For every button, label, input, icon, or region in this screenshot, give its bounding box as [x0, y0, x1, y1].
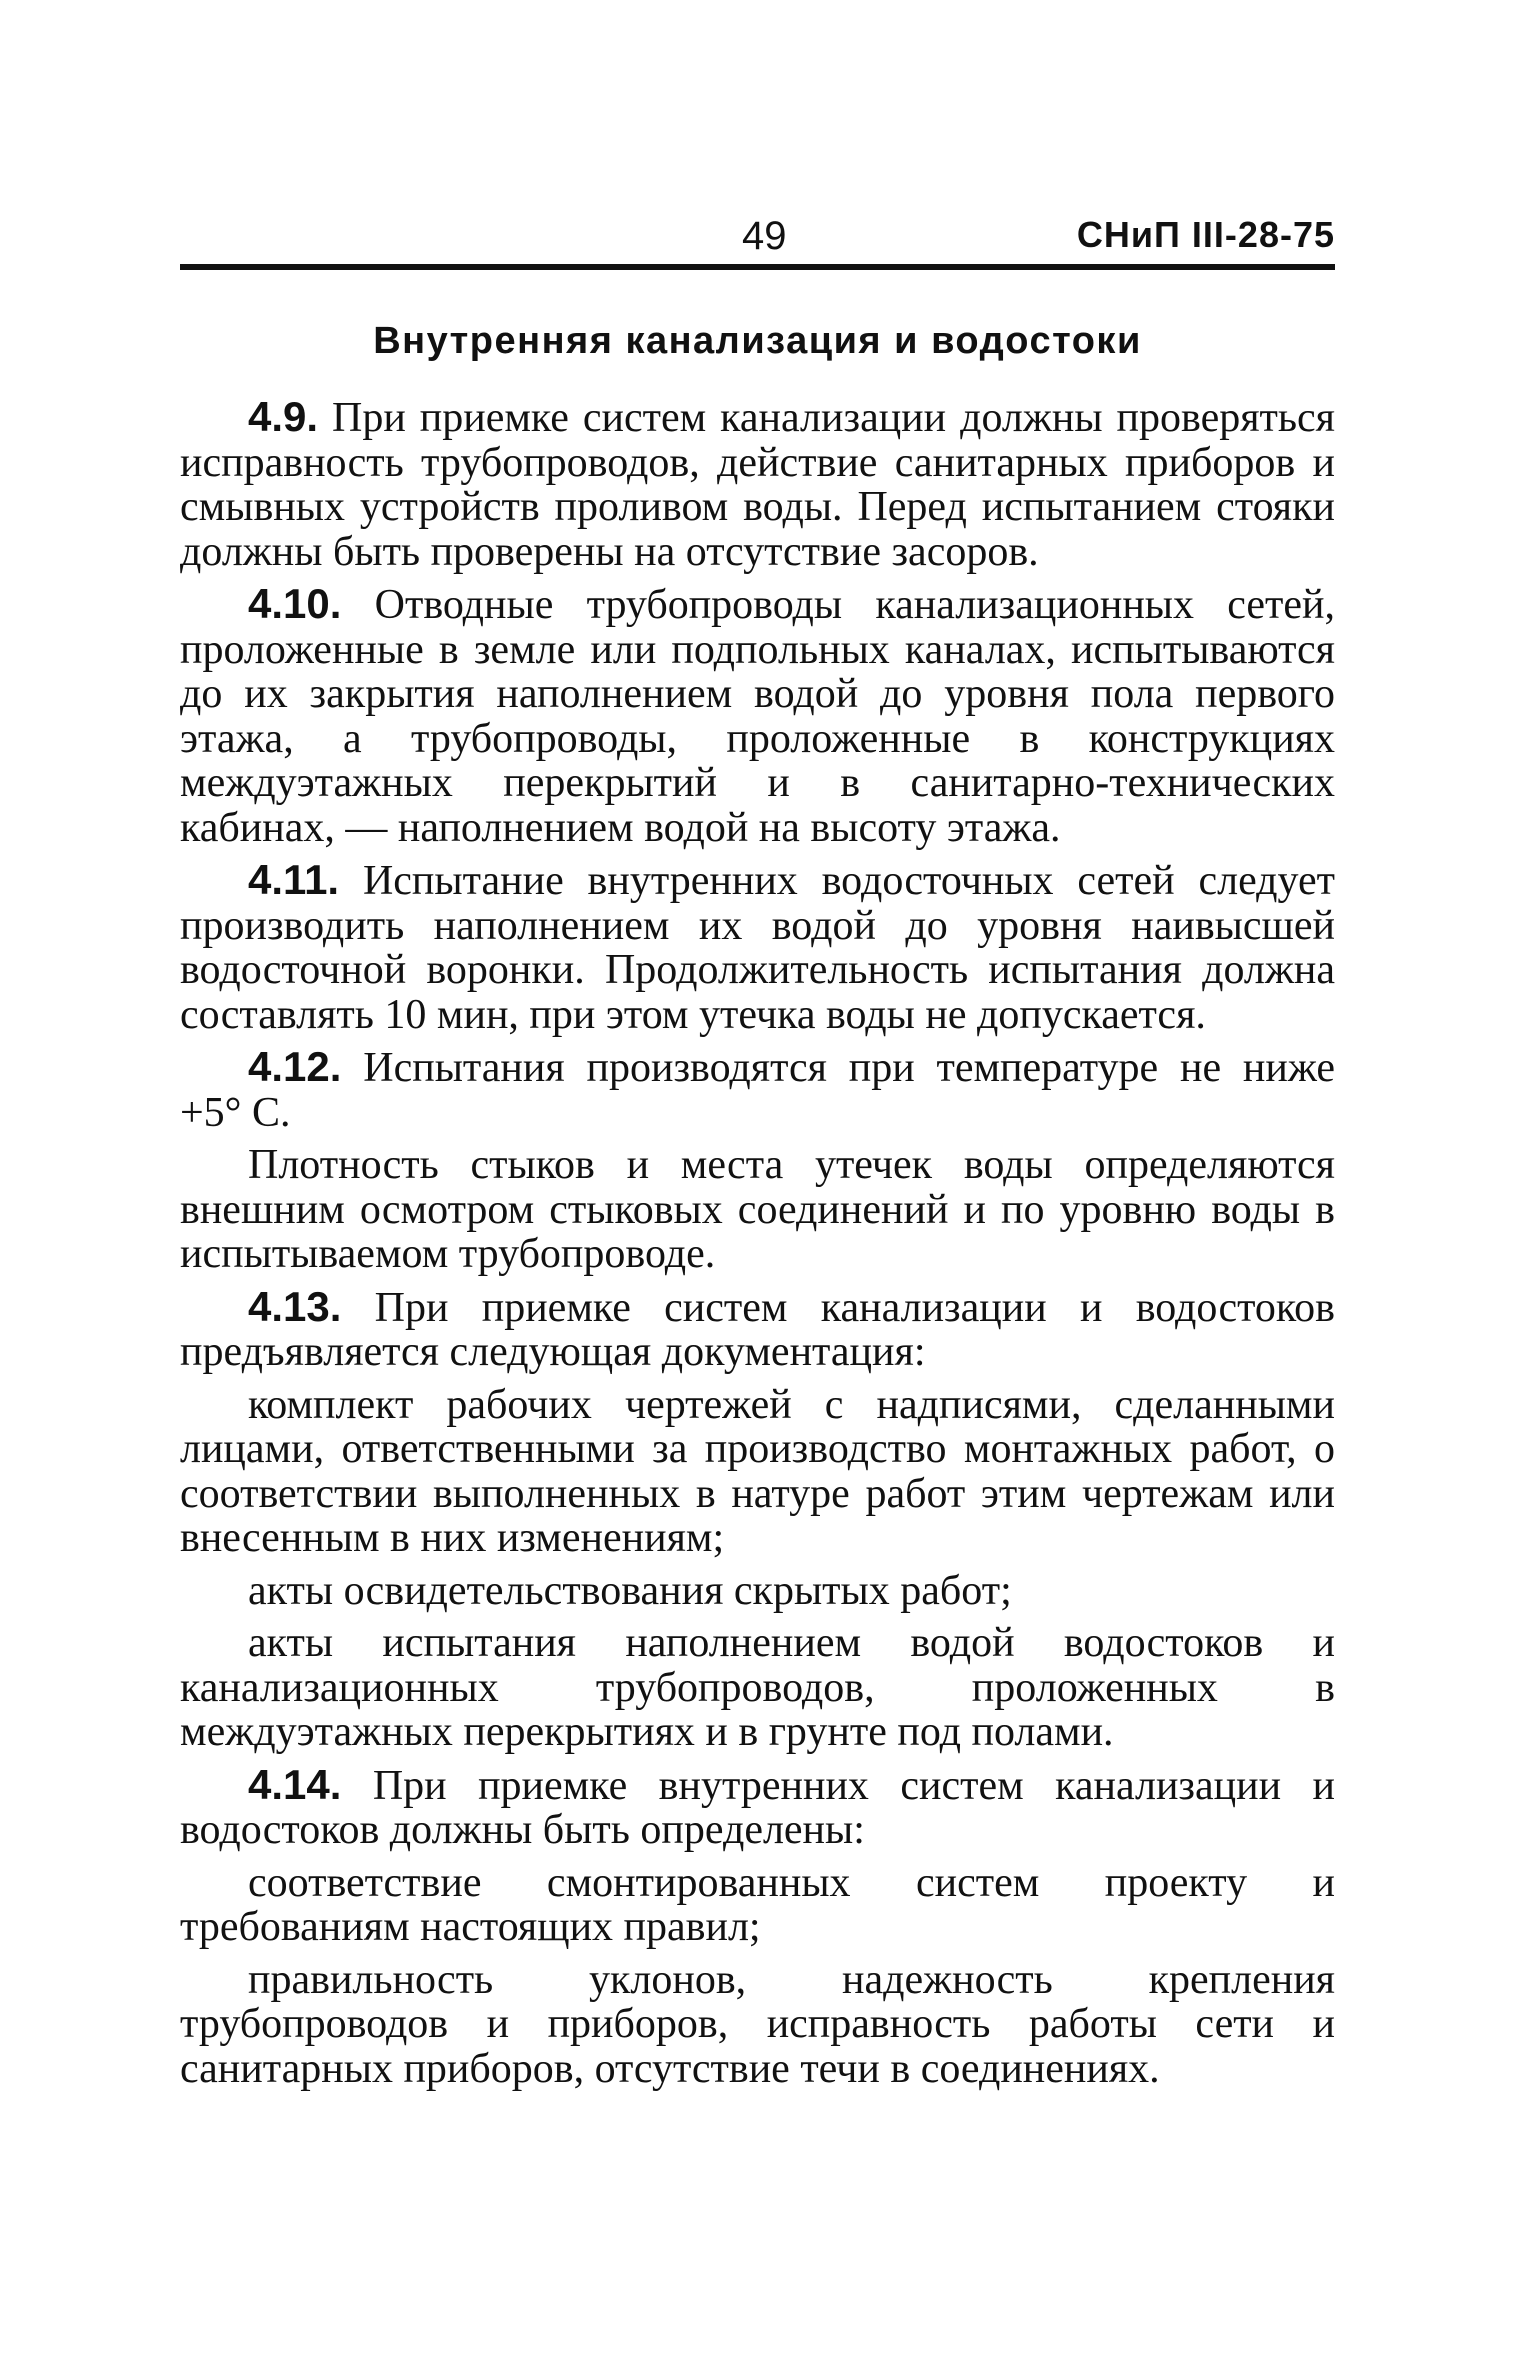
paragraph-4-10 — [180, 582, 1335, 850]
paragraph-4-9 — [180, 395, 1335, 574]
paragraph-text: Испытания производятся при температуре не ниже +5° С. — [180, 1045, 1335, 1136]
paragraph-text: При приемке систем канализации должны проверяться исправность трубопроводов, действие санитарных приборов и смывных устройств проливом воды. Перед испытанием стояки должны быть проверены на отсутствие засоров. — [180, 395, 1335, 575]
section-title: Внутренняя канализация и водостоки — [373, 320, 1142, 362]
document-code: СНиП III-28-75 — [1076, 214, 1335, 255]
list-item-compliance — [180, 1861, 1335, 1950]
list-item-hidden-works — [180, 1569, 1335, 1614]
clause-number: 4.11. — [248, 856, 340, 903]
clause-number: 4.13. — [248, 1282, 342, 1330]
paragraph-4-13 — [180, 1282, 1335, 1375]
header-rule — [180, 264, 1335, 270]
page-header — [180, 200, 1335, 260]
paragraph-text: соответствие смонтированных систем проекту и требованиям настоящих правил; — [180, 1859, 1335, 1950]
clause-number: 4.9. — [248, 393, 319, 440]
page-number: 49 — [742, 214, 787, 258]
list-item-slopes — [180, 1958, 1335, 2092]
clause-number: 4.14. — [248, 1760, 342, 1808]
paragraph-text: Плотность стыков и места утечек воды определяются внешним осмотром стыковых соединений и по уровню воды в испытываемом трубопроводе. — [180, 1142, 1335, 1277]
paragraph-text: При приемке внутренних систем канализации и водостоков должны быть определены: — [180, 1762, 1335, 1853]
paragraph-text: комплект рабочих чертежей с надписями, сделанными лицами, ответственными за производство монтажных работ, о соответствии выполненных в натуре работ этим чертежам или внесенным в них изменениям; — [180, 1381, 1335, 1561]
document-page — [180, 200, 1335, 2099]
paragraph-4-14 — [180, 1760, 1335, 1853]
list-item-drawings — [180, 1383, 1335, 1561]
clause-number: 4.10. — [248, 580, 342, 627]
paragraph-text: Отводные трубопроводы канализационных сетей, проложенные в земле или подпольных каналах, испытываются до их закрытия наполнением водой до уровня пола первого этажа, а трубопроводы, проложенные в конструкциях междуэтажных перекрытий и в санитарно-технических кабинах, — наполнением водой на высоту этажа. — [180, 582, 1335, 851]
paragraph-text: акты испытания наполнением водой водостоков и канализационных трубопроводов, проложенных в междуэтажных перекрытиях и в грунте под полами. — [180, 1620, 1335, 1755]
paragraph-4-11 — [180, 858, 1335, 1037]
paragraph-4-12 — [180, 1045, 1335, 1135]
paragraph-text: Испытание внутренних водосточных сетей следует производить наполнением их водой до уровня наивысшей водосточной воронки. Продолжительность испытания должна составлять 10 мин, при этом утечка воды не допускается. — [180, 858, 1335, 1038]
paragraph-text: правильность уклонов, надежность крепления трубопроводов и приборов, исправность работы сети и санитарных приборов, отсутствие течи в соединениях. — [180, 1956, 1335, 2092]
body-text — [180, 395, 1335, 2091]
paragraph-text: При приемке систем канализации и водостоков предъявляется следующая документация: — [180, 1284, 1335, 1375]
clause-number: 4.12. — [248, 1043, 342, 1090]
paragraph-text: акты освидетельствования скрытых работ; — [248, 1567, 1012, 1614]
list-item-test-acts — [180, 1621, 1335, 1755]
paragraph-joint-density — [180, 1143, 1335, 1277]
